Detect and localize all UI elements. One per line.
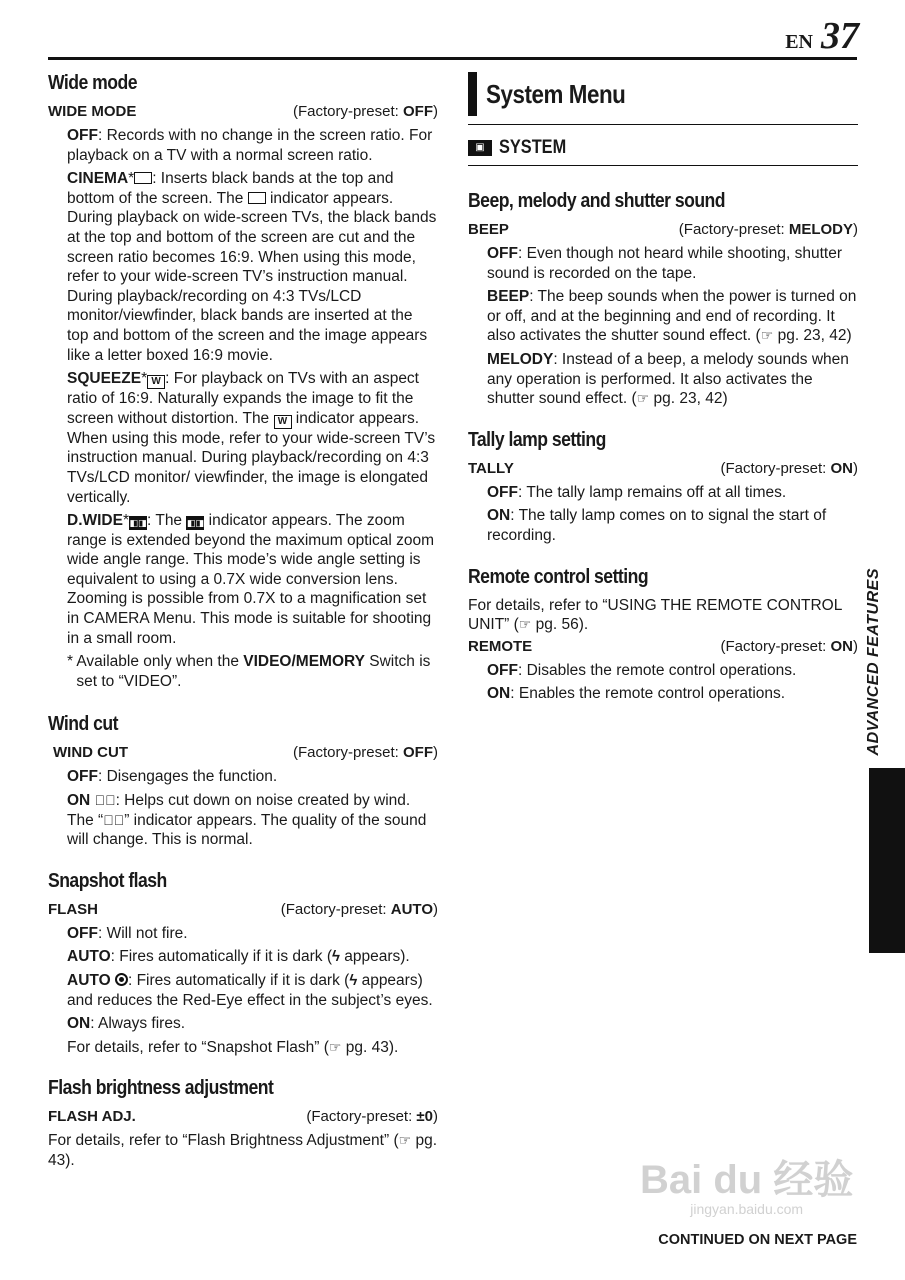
header-rule — [48, 57, 857, 60]
wide-mode-heading: Wide mode — [48, 72, 137, 94]
beep-heading: Beep, melody and shutter sound — [468, 190, 726, 212]
system-menu-header — [468, 70, 858, 125]
wide-mode-keyline — [48, 102, 438, 122]
flash-icon: ϟ — [332, 948, 340, 966]
flash-factory-preset: (Factory-preset: AUTO) — [280, 900, 438, 918]
wind-cut-off: OFF: Disengages the function. — [67, 768, 278, 786]
flash-auto-redeye: AUTO : Fires automatically if it is dark (ϟ appears) and reduces the Red-Eye effect in the subject’s eyes. — [67, 972, 433, 1009]
continued-footer: CONTINUED ON NEXT PAGE — [658, 1232, 857, 1248]
tally-off: OFF: The tally lamp remains off at all times. — [487, 483, 787, 501]
tally-factory-preset: (Factory-preset: ON) — [720, 459, 858, 477]
system-submenu-header — [468, 137, 858, 166]
cinema-frame-icon — [248, 192, 266, 204]
dwide-icon: ◧◨ — [129, 518, 147, 529]
tally-keyline — [468, 459, 858, 479]
flash-adj-heading: Flash brightness adjustment — [48, 1077, 274, 1100]
flash-icon: ϟ — [349, 972, 358, 989]
remote-key: REMOTE — [468, 637, 533, 655]
wide-mode-dwide: D.WIDE*◧◨: The ◧◨ indicator appears. The zoom range is extended beyond the maximum optical zoom wide angle range. This mode’s wide angle setting is equivalent to using a 0.7X wide conversion lens. Zooming is possible from 0.7X to a magnification set in CAMERA Menu. This mode is suitable for shooting in a small room. — [67, 512, 435, 647]
tally-key: TALLY — [468, 459, 514, 477]
system-menu-icon: ▣ — [468, 140, 492, 156]
reference-hand-icon: ☞ — [760, 327, 774, 344]
flash-key: FLASH — [48, 900, 98, 918]
squeeze-w-icon: W — [147, 375, 165, 389]
flash-adj-details: For details, refer to “Flash Brightness Adjustment” (☞ pg. 43). — [48, 1132, 438, 1169]
flash-auto: AUTO: Fires automatically if it is dark (ϟ appears). — [67, 948, 410, 966]
wide-mode-off: OFF: Records with no change in the screen ratio. For playback on a TV with a normal screen ratio. — [67, 127, 433, 164]
beep-off: OFF: Even though not heard while shooting, shutter sound is recorded on the tape. — [487, 245, 842, 282]
wide-mode-factory-preset: (Factory-preset: OFF) — [292, 103, 438, 120]
remote-keyline — [468, 637, 858, 657]
flash-adj-keyline — [48, 1107, 438, 1127]
section-bar — [468, 72, 477, 116]
flash-adj-key: FLASH ADJ. — [48, 1108, 136, 1126]
page-number — [785, 14, 859, 58]
beep-melody: MELODY: Instead of a beep, a melody sounds when any operation is performed. It also activates the shutter sound effect. (☞ pg. 23, 42) — [487, 350, 849, 408]
wide-mode-footnote: * Available only when the VIDEO/MEMORY Switch is set to “VIDEO”. — [67, 653, 431, 690]
reference-hand-icon: ☞ — [398, 1132, 412, 1149]
remote-details: For details, refer to “USING THE REMOTE CONTROL UNIT” (☞ pg. 56). — [468, 596, 842, 634]
snapshot-flash-heading: Snapshot flash — [48, 869, 167, 892]
wide-mode-key: WIDE MODE — [48, 103, 137, 120]
remote-off: OFF: Disables the remote control operations. — [487, 661, 797, 679]
wind-cut-heading: Wind cut — [48, 713, 118, 736]
watermark: Bai du 经验 jingyan.baidu.com — [640, 1158, 854, 1217]
red-eye-icon — [115, 973, 128, 986]
side-tab-marker — [869, 768, 905, 953]
wind-cut-factory-preset: (Factory-preset: OFF) — [292, 744, 438, 762]
beep-keyline — [468, 220, 858, 240]
tally-on: ON: The tally lamp comes on to signal the start of recording. — [487, 507, 827, 544]
cinema-frame-icon — [134, 172, 152, 184]
flash-adj-factory-preset: (Factory-preset: ±0) — [306, 1108, 438, 1126]
wind-cut-on: ON ❦⃥: Helps cut down on noise created by wind. The “❦⃥” indicator appears. The quality of the sound will change. This is normal. — [67, 792, 427, 849]
wind-cut-keyline — [48, 743, 438, 763]
wide-mode-cinema: CINEMA* : Inserts black bands at the top and bottom of the screen. The indicator appears. During playback on wide-screen TVs, the black bands at the top and bottom of the screen are cut and the screen ratio becomes 16:9. When using this mode, refer to your wide-screen TV’s instruction manual. During playback/recording on 4:3 TVs/LCD monitor/viewfinder, black bands are inserted at the top and bottom of the screen and the image appears like a letter boxed 16:9 movie. — [67, 170, 437, 364]
system-submenu-title: SYSTEM — [499, 137, 567, 158]
wind-cut-icon: ❦⃥ — [103, 811, 125, 828]
flash-off: OFF: Will not fire. — [67, 924, 188, 942]
right-column — [468, 70, 858, 708]
reference-hand-icon: ☞ — [518, 616, 532, 633]
wide-mode-squeeze: SQUEEZE* W : For playback on TVs with an aspect ratio of 16:9. Naturally expands the image to fit the screen without distortion. The W indicator appears. When using this mode, refer to your wide-screen TV’s instruction manual. During playback/recording on 4:3 TVs/LCD monitor/ viewfinder, the image is elongated vertically. — [67, 370, 436, 506]
flash-details: For details, refer to “Snapshot Flash” (☞ pg. 43). — [67, 1038, 399, 1056]
beep-key: BEEP — [468, 221, 509, 238]
beep-beep: BEEP: The beep sounds when the power is turned on or off, and at the beginning and end of recording. It also activates the shutter sound effect. (☞ pg. 23, 42) — [487, 288, 857, 345]
language-code: EN — [785, 31, 813, 53]
tally-heading: Tally lamp setting — [468, 428, 606, 451]
flash-on: ON: Always fires. — [67, 1015, 185, 1033]
remote-factory-preset: (Factory-preset: ON) — [720, 637, 858, 655]
side-section-label: ADVANCED FEATURES — [865, 568, 882, 756]
left-column — [48, 70, 438, 1173]
reference-hand-icon: ☞ — [328, 1038, 342, 1055]
remote-on: ON: Enables the remote control operations. — [487, 685, 786, 703]
reference-hand-icon: ☞ — [636, 390, 650, 407]
squeeze-w-icon: W — [274, 415, 292, 429]
beep-factory-preset: (Factory-preset: MELODY) — [678, 221, 858, 238]
remote-heading: Remote control setting — [468, 565, 649, 588]
flash-keyline — [48, 900, 438, 920]
page-number-value: 37 — [821, 15, 859, 57]
dwide-icon: ◧◨ — [186, 518, 204, 529]
wind-cut-icon: ❦⃥ — [94, 792, 116, 809]
wind-cut-key: WIND CUT — [53, 744, 128, 762]
system-menu-title: System Menu — [486, 78, 626, 109]
